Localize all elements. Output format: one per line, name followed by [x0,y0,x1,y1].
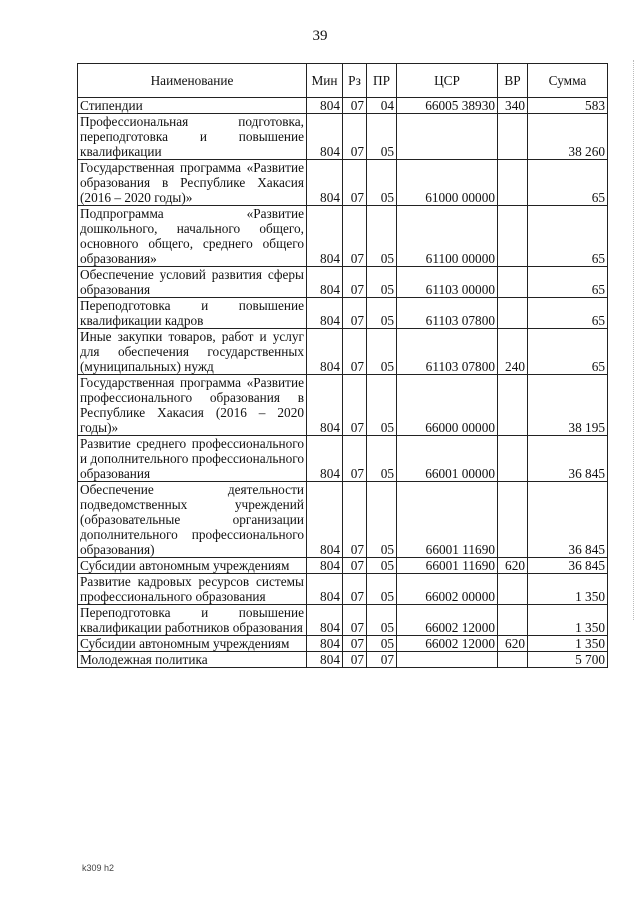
cell-rz: 07 [343,652,367,668]
cell-pr: 07 [367,652,397,668]
cell-vr [498,482,528,558]
cell-rz: 07 [343,160,367,206]
header-rz: Рз [343,64,367,98]
cell-rz: 07 [343,114,367,160]
cell-sum: 36 845 [528,436,608,482]
cell-min: 804 [307,574,343,605]
cell-min: 804 [307,206,343,267]
cell-name: Обеспечение деятельности подведомственных учреждений (образовательные организации дополнительного профессионального образования) [78,482,307,558]
budget-table [77,63,608,668]
cell-min: 804 [307,652,343,668]
cell-sum: 65 [528,160,608,206]
cell-csr: 61000 00000 [397,160,498,206]
table-row [78,482,608,558]
cell-sum: 36 845 [528,482,608,558]
cell-vr [498,160,528,206]
cell-vr [498,574,528,605]
cell-csr: 66002 12000 [397,636,498,652]
cell-min: 804 [307,298,343,329]
cell-sum: 38 195 [528,375,608,436]
cell-rz: 07 [343,574,367,605]
cell-rz: 07 [343,267,367,298]
table-row [78,329,608,375]
table-row [78,114,608,160]
cell-sum: 583 [528,98,608,114]
cell-min: 804 [307,267,343,298]
table-row [78,206,608,267]
table-row [78,98,608,114]
cell-name: Государственная программа «Развитие профессионального образования в Республике Хакасия (2016 – 2020 годы)» [78,375,307,436]
table-row [78,605,608,636]
table-row [78,298,608,329]
cell-pr: 05 [367,436,397,482]
header-vr: ВР [498,64,528,98]
cell-pr: 05 [367,160,397,206]
margin-scan-marks [627,60,634,620]
cell-name: Обеспечение условий развития сферы образования [78,267,307,298]
cell-pr: 05 [367,574,397,605]
cell-name: Молодежная политика [78,652,307,668]
header-min: Мин [307,64,343,98]
cell-pr: 05 [367,375,397,436]
cell-min: 804 [307,605,343,636]
cell-rz: 07 [343,636,367,652]
cell-csr: 66001 11690 [397,482,498,558]
cell-rz: 07 [343,558,367,574]
cell-sum: 65 [528,298,608,329]
cell-pr: 05 [367,298,397,329]
table-row [78,574,608,605]
cell-csr: 66002 12000 [397,605,498,636]
cell-csr: 61100 00000 [397,206,498,267]
table-row [78,436,608,482]
cell-sum: 65 [528,267,608,298]
cell-min: 804 [307,114,343,160]
cell-name: Стипендии [78,98,307,114]
cell-name: Переподготовка и повышение квалификации работников образования [78,605,307,636]
cell-sum: 36 845 [528,558,608,574]
cell-min: 804 [307,98,343,114]
cell-vr [498,652,528,668]
cell-min: 804 [307,436,343,482]
cell-rz: 07 [343,482,367,558]
page-number: 39 [312,28,328,44]
header-pr: ПР [367,64,397,98]
header-csr: ЦСР [397,64,498,98]
cell-name: Субсидии автономным учреждениям [78,558,307,574]
cell-pr: 05 [367,636,397,652]
table-row [78,160,608,206]
footer-code: k309 h2 [82,863,115,873]
cell-vr [498,605,528,636]
cell-name: Субсидии автономным учреждениям [78,636,307,652]
cell-csr: 61103 07800 [397,329,498,375]
cell-min: 804 [307,482,343,558]
cell-rz: 07 [343,436,367,482]
cell-vr: 240 [498,329,528,375]
cell-sum: 65 [528,206,608,267]
cell-csr: 66001 11690 [397,558,498,574]
cell-vr [498,267,528,298]
cell-pr: 04 [367,98,397,114]
cell-rz: 07 [343,375,367,436]
table-header-row [78,64,608,98]
cell-min: 804 [307,329,343,375]
cell-name: Переподготовка и повышение квалификации кадров [78,298,307,329]
cell-name: Профессиональная подготовка, переподготовка и повышение квалификации [78,114,307,160]
cell-rz: 07 [343,98,367,114]
cell-pr: 05 [367,206,397,267]
cell-csr: 61103 07800 [397,298,498,329]
cell-pr: 05 [367,267,397,298]
cell-vr: 620 [498,558,528,574]
cell-pr: 05 [367,114,397,160]
cell-pr: 05 [367,605,397,636]
cell-name: Государственная программа «Развитие образования в Республике Хакасия (2016 – 2020 годы)» [78,160,307,206]
cell-sum: 5 700 [528,652,608,668]
cell-min: 804 [307,558,343,574]
cell-csr [397,114,498,160]
cell-vr [498,375,528,436]
cell-csr: 66000 00000 [397,375,498,436]
cell-vr [498,206,528,267]
header-name: Наименование [78,64,307,98]
table-row [78,636,608,652]
cell-vr [498,298,528,329]
cell-rz: 07 [343,298,367,329]
cell-name: Иные закупки товаров, работ и услуг для обеспечения государственных (муниципальных) нужд [78,329,307,375]
cell-pr: 05 [367,329,397,375]
cell-vr: 340 [498,98,528,114]
cell-pr: 05 [367,558,397,574]
table-row [78,558,608,574]
cell-rz: 07 [343,605,367,636]
cell-min: 804 [307,636,343,652]
cell-sum: 1 350 [528,605,608,636]
cell-pr: 05 [367,482,397,558]
cell-csr: 66002 00000 [397,574,498,605]
cell-rz: 07 [343,206,367,267]
cell-name: Подпрограмма «Развитие дошкольного, начального общего, основного общего, среднего общего образования» [78,206,307,267]
table-row [78,267,608,298]
cell-csr: 66001 00000 [397,436,498,482]
cell-min: 804 [307,375,343,436]
cell-name: Развитие среднего профессионального и дополнительного профессионального образования [78,436,307,482]
cell-name: Развитие кадровых ресурсов системы профессионального образования [78,574,307,605]
cell-sum: 1 350 [528,636,608,652]
cell-csr: 61103 00000 [397,267,498,298]
cell-min: 804 [307,160,343,206]
cell-sum: 38 260 [528,114,608,160]
cell-vr [498,114,528,160]
cell-csr [397,652,498,668]
cell-csr: 66005 38930 [397,98,498,114]
cell-sum: 65 [528,329,608,375]
table-row [78,652,608,668]
header-sum: Сумма [528,64,608,98]
table-row [78,375,608,436]
cell-vr [498,436,528,482]
cell-sum: 1 350 [528,574,608,605]
cell-vr: 620 [498,636,528,652]
cell-rz: 07 [343,329,367,375]
